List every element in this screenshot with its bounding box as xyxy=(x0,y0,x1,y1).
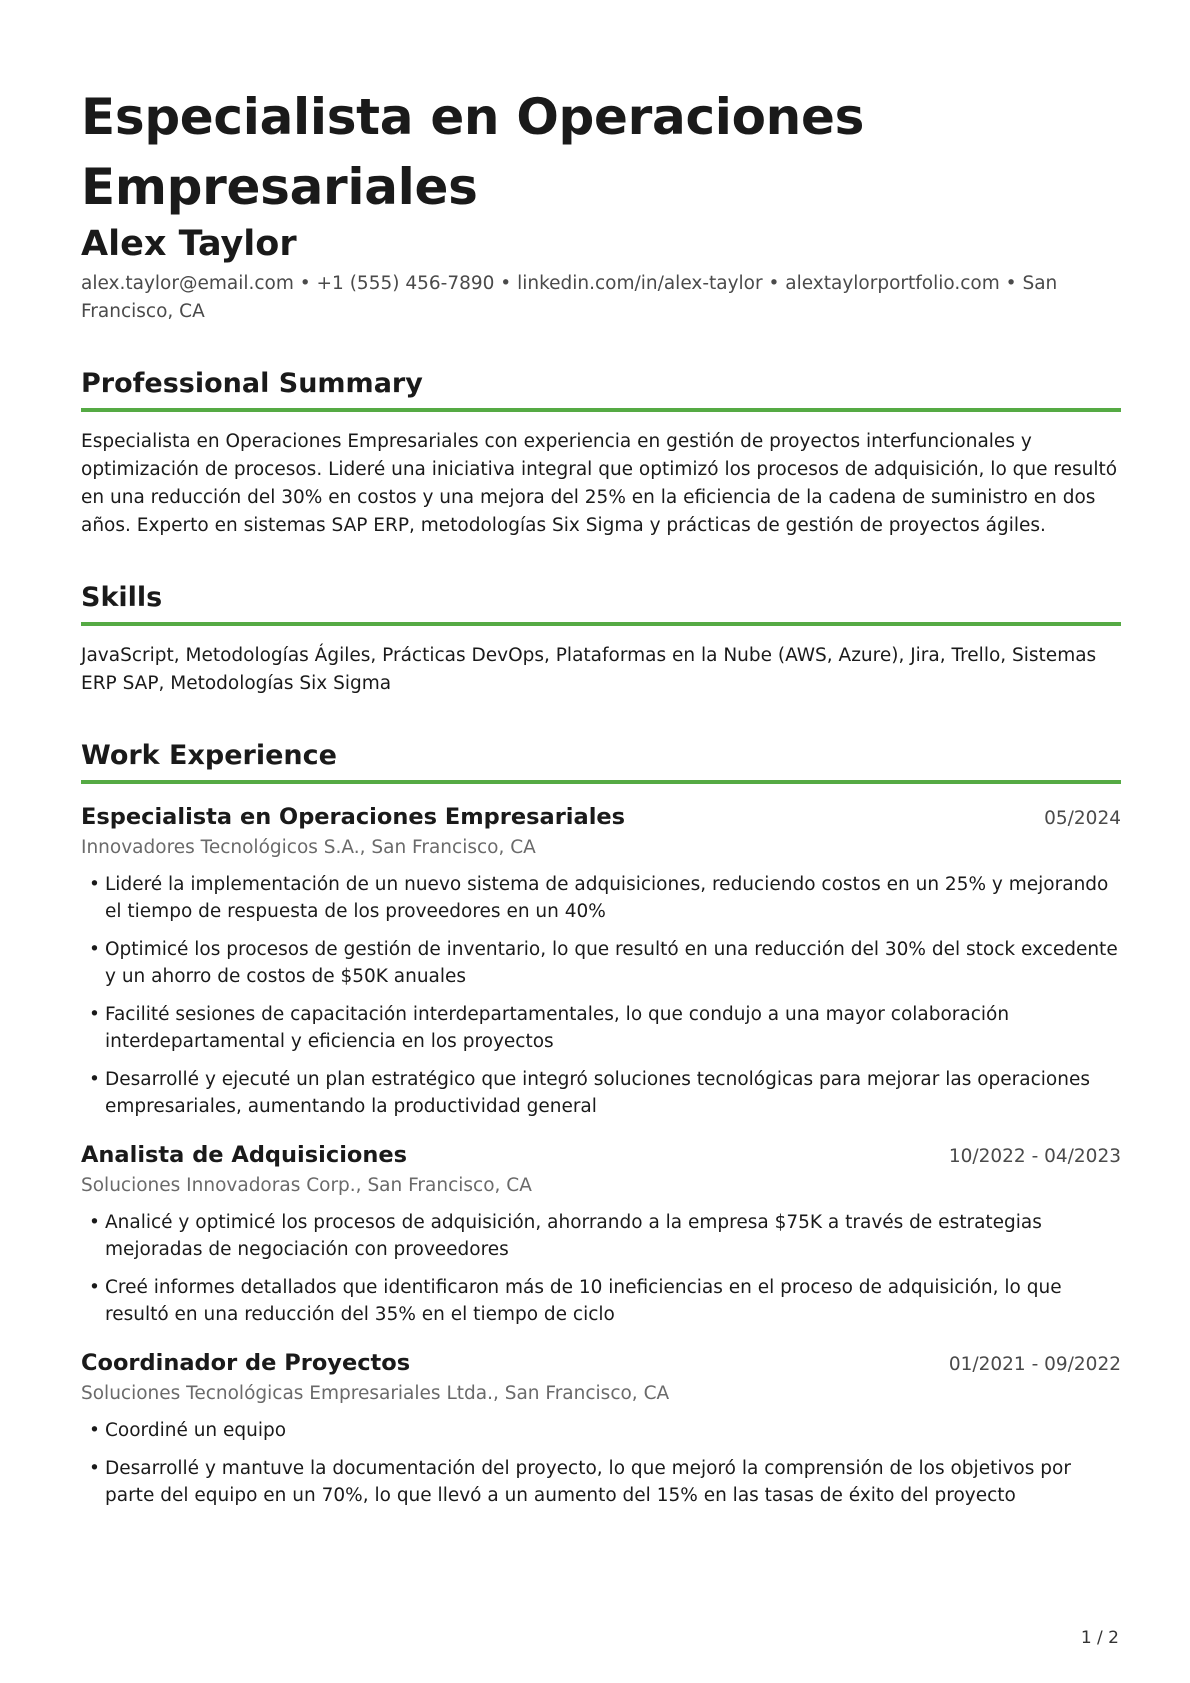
job-bullets xyxy=(81,1417,1121,1509)
bullet-icon: • xyxy=(89,1212,100,1233)
list-item xyxy=(81,1455,1121,1509)
bullet-text: Optimicé los procesos de gestión de inventario, lo que resultó en una reducción del 30% del stock excedente y un ahorro de costos de $50K anuales xyxy=(105,939,1118,987)
bullet-text: Creé informes detallados que identificaron más de 10 ineficiencias en el proceso de adquisición, lo que resultó en una reducción del 35% en el tiempo de ciclo xyxy=(105,1277,1062,1325)
bullet-text: Analicé y optimicé los procesos de adquisición, ahorrando a la empresa $75K a través de estrategias mejoradas de negociación con proveedores xyxy=(105,1212,1042,1260)
experience-section xyxy=(81,738,1121,1509)
job-bullets xyxy=(81,1209,1121,1328)
bullet-text: Desarrollé y mantuve la documentación del proyecto, lo que mejoró la comprensión de los objetivos por parte del equipo en un 70%, lo que llevó a un aumento del 15% en las tasas de éxito del proyecto xyxy=(105,1458,1071,1506)
bullet-icon: • xyxy=(89,1277,100,1298)
job-date: 05/2024 xyxy=(1044,808,1121,829)
job-date: 10/2022 - 04/2023 xyxy=(948,1146,1121,1167)
skills-text: JavaScript, Metodologías Ágiles, Prácticas DevOps, Plataformas en la Nube (AWS, Azure), Jira, Trello, Sistemas ERP SAP, Metodologías Six Sigma xyxy=(81,645,1097,694)
job-title: Especialista en Operaciones Empresariales xyxy=(81,804,626,830)
bullet-text: Facilité sesiones de capacitación interdepartamentales, lo que condujo a una mayor colaboración interdepartamental y eficiencia en los proyectos xyxy=(105,1004,1010,1052)
job-bullets xyxy=(81,871,1121,1120)
list-item xyxy=(81,871,1121,925)
job-company: Soluciones Innovadoras Corp., San Francisco, CA xyxy=(81,1175,532,1196)
section-heading-skills: Skills xyxy=(81,580,1121,626)
list-item xyxy=(81,1001,1121,1055)
resume-page xyxy=(81,82,1121,1520)
job-entry xyxy=(81,800,1121,1120)
job-title: Analista de Adquisiciones xyxy=(81,1142,408,1168)
job-title: Coordinador de Proyectos xyxy=(81,1350,411,1376)
job-company: Soluciones Tecnológicas Empresariales Ltda., San Francisco, CA xyxy=(81,1383,670,1404)
skills-section xyxy=(81,580,1121,698)
section-heading-summary: Professional Summary xyxy=(81,366,1121,412)
bullet-icon: • xyxy=(89,1069,100,1090)
summary-section xyxy=(81,366,1121,540)
bullet-text: Lideré la implementación de un nuevo sistema de adquisiciones, reduciendo costos en un 25% y mejorando el tiempo de respuesta de los proveedores en un 40% xyxy=(105,874,1109,922)
bullet-icon: • xyxy=(89,1420,100,1441)
list-item xyxy=(81,936,1121,990)
summary-text: Especialista en Operaciones Empresariales con experiencia en gestión de proyectos interfuncionales y optimización de procesos. Lideré una iniciativa integral que optimizó los procesos de adquisición, lo que resultó en una reducción del 30% en costos y una mejora del 25% en la eficiencia de la cadena de suministro en dos años. Experto en sistemas SAP ERP, metodologías Six Sigma y prácticas de gestión de proyectos ágiles. xyxy=(81,431,1118,536)
page-indicator: 1 / 2 xyxy=(1080,1628,1119,1648)
bullet-text: Coordiné un equipo xyxy=(105,1420,287,1441)
job-entry xyxy=(81,1138,1121,1328)
document-title: Especialista en Operaciones Empresariales xyxy=(81,88,865,216)
bullet-icon: • xyxy=(89,1458,100,1479)
bullet-icon: • xyxy=(89,939,100,960)
bullet-icon: • xyxy=(89,874,100,895)
contact-line: alex.taylor@email.com • +1 (555) 456-7890 • linkedin.com/in/alex-taylor • alextaylorportfolio.com • San Francisco, CA xyxy=(81,273,1058,322)
list-item xyxy=(81,1274,1121,1328)
list-item xyxy=(81,1209,1121,1263)
bullet-icon: • xyxy=(89,1004,100,1025)
job-company: Innovadores Tecnológicos S.A., San Francisco, CA xyxy=(81,837,536,858)
list-item xyxy=(81,1417,1121,1444)
section-heading-experience: Work Experience xyxy=(81,738,1121,784)
job-entry xyxy=(81,1346,1121,1509)
bullet-text: Desarrollé y ejecuté un plan estratégico que integró soluciones tecnológicas para mejorar las operaciones empresariales, aumentando la productividad general xyxy=(105,1069,1090,1117)
job-date: 01/2021 - 09/2022 xyxy=(948,1354,1121,1375)
list-item xyxy=(81,1066,1121,1120)
candidate-name: Alex Taylor xyxy=(81,224,297,264)
